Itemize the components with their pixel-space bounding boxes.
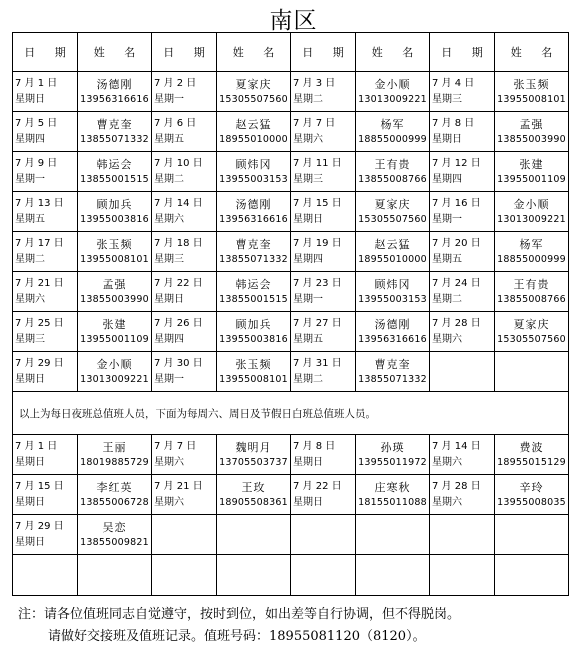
day-shift-section [13, 435, 569, 555]
date-cell [13, 312, 78, 352]
person-cell [356, 272, 430, 312]
duty-weekday: 星期日 [293, 213, 323, 225]
duty-person-name: 汤德刚 [374, 317, 411, 331]
person-cell [217, 272, 291, 312]
table-row [13, 435, 569, 475]
duty-person-name: 顾加兵 [235, 317, 272, 331]
duty-person-phone: 13955011972 [358, 456, 427, 468]
duty-person-phone: 18155011088 [358, 496, 427, 508]
duty-roster-table [12, 32, 569, 596]
duty-date: 7 月 4 日 [432, 77, 475, 89]
duty-person-name: 王有贵 [513, 277, 550, 291]
table-row [13, 272, 569, 312]
person-cell [217, 112, 291, 152]
person-cell [78, 352, 152, 392]
person-cell [78, 152, 152, 192]
date-cell [430, 112, 495, 152]
person-cell [217, 352, 291, 392]
table-row [13, 232, 569, 272]
duty-date: 7 月 7 日 [293, 117, 336, 129]
person-cell [495, 72, 569, 112]
person-cell [78, 515, 152, 555]
person-cell [495, 272, 569, 312]
date-cell [152, 312, 217, 352]
date-cell [291, 232, 356, 272]
duty-date: 7 月 8 日 [432, 117, 475, 129]
date-cell [152, 272, 217, 312]
duty-date: 7 月 7 日 [154, 440, 197, 452]
duty-weekday: 星期五 [15, 213, 45, 225]
duty-person-name: 魏明月 [235, 440, 272, 454]
duty-person-name: 李红英 [96, 480, 133, 494]
date-cell [13, 152, 78, 192]
person-cell [78, 192, 152, 232]
date-cell [291, 352, 356, 392]
page-title: 南区 [269, 8, 318, 34]
duty-person-name: 韩运会 [96, 157, 133, 171]
person-cell [356, 515, 430, 555]
person-cell [356, 152, 430, 192]
duty-person-name: 顾炜冈 [374, 277, 411, 291]
date-cell [430, 515, 495, 555]
table-row [13, 515, 569, 555]
duty-person-phone: 13956316616 [80, 93, 149, 105]
person-cell [78, 72, 152, 112]
duty-date: 7 月 11 日 [293, 157, 342, 169]
person-cell [495, 435, 569, 475]
person-cell [495, 515, 569, 555]
duty-person-phone: 13855003990 [497, 133, 566, 145]
duty-weekday: 星期六 [154, 213, 184, 225]
duty-person-phone: 13956316616 [358, 333, 427, 345]
duty-weekday: 星期五 [432, 253, 462, 265]
duty-person-name: 张玉频 [513, 77, 550, 91]
duty-person-name: 王玫 [241, 480, 266, 494]
date-cell [291, 112, 356, 152]
duty-person-phone: 13855071332 [219, 253, 288, 265]
duty-person-phone: 13855003990 [80, 293, 149, 305]
duty-weekday: 星期五 [154, 133, 184, 145]
duty-date: 7 月 28 日 [432, 480, 481, 492]
date-cell [430, 352, 495, 392]
duty-weekday: 星期二 [432, 293, 462, 305]
footer-line-1: 注：请各位值班同志自觉遵守，按时到位，如出差等自行协调，但不得脱岗。 [18, 607, 461, 622]
person-cell [217, 72, 291, 112]
date-cell [430, 72, 495, 112]
date-cell [291, 515, 356, 555]
duty-person-name: 张玉频 [96, 237, 133, 251]
date-cell [291, 72, 356, 112]
person-cell [356, 352, 430, 392]
duty-person-phone: 13855071332 [80, 133, 149, 145]
person-cell [217, 435, 291, 475]
duty-person-name: 顾炜冈 [235, 157, 272, 171]
duty-person-phone: 13855008766 [497, 293, 566, 305]
person-cell [217, 312, 291, 352]
person-cell [78, 312, 152, 352]
duty-date: 7 月 5 日 [15, 117, 58, 129]
date-cell [430, 312, 495, 352]
person-cell [217, 152, 291, 192]
duty-date: 7 月 26 日 [154, 317, 203, 329]
duty-date: 7 月 13 日 [15, 197, 64, 209]
person-cell [217, 232, 291, 272]
duty-person-phone: 13955008101 [219, 373, 288, 385]
duty-person-phone: 18019885729 [80, 456, 149, 468]
duty-weekday: 星期六 [154, 456, 184, 468]
person-cell [495, 152, 569, 192]
duty-person-phone: 13955003153 [358, 293, 427, 305]
duty-person-name: 张建 [102, 317, 127, 331]
duty-person-phone: 18955010000 [219, 133, 288, 145]
duty-person-phone: 13955008035 [497, 496, 566, 508]
date-cell [13, 352, 78, 392]
duty-weekday: 星期三 [432, 93, 462, 105]
person-cell [495, 352, 569, 392]
duty-person-phone: 13855008766 [358, 173, 427, 185]
duty-date: 7 月 23 日 [293, 277, 342, 289]
person-cell [495, 232, 569, 272]
table-row [13, 152, 569, 192]
duty-person-name: 夏家庆 [374, 197, 411, 211]
section-note: 以上为每日夜班总值班人员，下面为每周六、周日及节假日白班总值班人员。 [13, 392, 569, 435]
empty-cell [152, 555, 217, 596]
duty-person-name: 张玉频 [235, 357, 272, 371]
duty-weekday: 星期四 [293, 253, 323, 265]
date-cell [291, 475, 356, 515]
duty-date: 7 月 15 日 [15, 480, 64, 492]
duty-date: 7 月 31 日 [293, 357, 342, 369]
person-cell [78, 272, 152, 312]
duty-person-name: 王丽 [102, 440, 127, 454]
duty-date: 7 月 28 日 [432, 317, 481, 329]
duty-person-name: 吴恋 [102, 520, 127, 534]
duty-person-phone: 13955003816 [219, 333, 288, 345]
person-cell [217, 475, 291, 515]
person-cell [495, 192, 569, 232]
duty-weekday: 星期日 [15, 93, 45, 105]
person-cell [78, 232, 152, 272]
date-cell [430, 152, 495, 192]
duty-person-name: 赵云猛 [235, 117, 272, 131]
header-row [13, 33, 569, 72]
duty-person-name: 曹克奎 [96, 117, 133, 131]
duty-person-name: 汤德刚 [96, 77, 133, 91]
empty-row [13, 555, 569, 596]
header-name: 姓 名 [356, 33, 430, 72]
date-cell [291, 192, 356, 232]
header-date: 日 期 [152, 33, 217, 72]
duty-date: 7 月 10 日 [154, 157, 203, 169]
empty-cell [217, 555, 291, 596]
duty-person-phone: 13955001109 [80, 333, 149, 345]
duty-weekday: 星期四 [432, 173, 462, 185]
duty-person-phone: 13855009821 [80, 536, 149, 548]
duty-person-name: 孟强 [519, 117, 544, 131]
duty-person-name: 费波 [519, 440, 544, 454]
header-name: 姓 名 [495, 33, 569, 72]
duty-date: 7 月 6 日 [154, 117, 197, 129]
person-cell [495, 312, 569, 352]
duty-weekday: 星期日 [293, 496, 323, 508]
table-row [13, 352, 569, 392]
duty-date: 7 月 29 日 [15, 357, 64, 369]
duty-person-phone: 13955008101 [80, 253, 149, 265]
duty-person-name: 杨军 [519, 237, 544, 251]
empty-cell [356, 555, 430, 596]
duty-weekday: 星期三 [293, 173, 323, 185]
duty-weekday: 星期二 [293, 373, 323, 385]
blank-section [13, 555, 569, 596]
duty-weekday: 星期二 [15, 253, 45, 265]
duty-date: 7 月 3 日 [293, 77, 336, 89]
person-cell [356, 312, 430, 352]
date-cell [13, 475, 78, 515]
duty-date: 7 月 1 日 [15, 77, 58, 89]
duty-person-name: 汤德刚 [235, 197, 272, 211]
date-cell [13, 272, 78, 312]
duty-date: 7 月 12 日 [432, 157, 481, 169]
duty-date: 7 月 17 日 [15, 237, 64, 249]
duty-person-name: 金小顺 [96, 357, 133, 371]
table-row [13, 112, 569, 152]
date-cell [152, 152, 217, 192]
date-cell [291, 152, 356, 192]
date-cell [430, 232, 495, 272]
duty-weekday: 星期三 [15, 333, 45, 345]
duty-person-name: 曹克奎 [235, 237, 272, 251]
person-cell [495, 475, 569, 515]
duty-weekday: 星期一 [432, 213, 462, 225]
person-cell [217, 515, 291, 555]
duty-date: 7 月 1 日 [15, 440, 58, 452]
duty-person-phone: 18955015129 [497, 456, 566, 468]
duty-person-name: 夏家庆 [235, 77, 272, 91]
duty-date: 7 月 30 日 [154, 357, 203, 369]
empty-cell [430, 555, 495, 596]
duty-person-name: 顾加兵 [96, 197, 133, 211]
duty-weekday: 星期六 [432, 456, 462, 468]
duty-date: 7 月 22 日 [154, 277, 203, 289]
duty-date: 7 月 18 日 [154, 237, 203, 249]
empty-cell [291, 555, 356, 596]
table-row [13, 475, 569, 515]
duty-weekday: 星期二 [293, 93, 323, 105]
date-cell [152, 515, 217, 555]
date-cell [152, 232, 217, 272]
duty-weekday: 星期六 [293, 133, 323, 145]
date-cell [13, 515, 78, 555]
duty-weekday: 星期日 [154, 293, 184, 305]
person-cell [78, 112, 152, 152]
duty-person-name: 孙瑛 [380, 440, 405, 454]
date-cell [13, 192, 78, 232]
duty-person-phone: 18905508361 [219, 496, 288, 508]
duty-person-name: 赵云猛 [374, 237, 411, 251]
duty-person-phone: 13955001109 [497, 173, 566, 185]
duty-person-phone: 13013009221 [80, 373, 149, 385]
duty-date: 7 月 21 日 [15, 277, 64, 289]
duty-person-name: 王有贵 [374, 157, 411, 171]
person-cell [356, 232, 430, 272]
date-cell [152, 192, 217, 232]
duty-weekday: 星期日 [293, 456, 323, 468]
date-cell [291, 312, 356, 352]
duty-weekday: 星期一 [154, 93, 184, 105]
duty-date: 7 月 8 日 [293, 440, 336, 452]
duty-weekday: 星期五 [293, 333, 323, 345]
duty-person-name: 金小顺 [513, 197, 550, 211]
duty-person-phone: 13956316616 [219, 213, 288, 225]
date-cell [291, 435, 356, 475]
person-cell [356, 72, 430, 112]
duty-person-phone: 13855001515 [80, 173, 149, 185]
duty-person-phone: 15305507560 [497, 333, 566, 345]
date-cell [152, 475, 217, 515]
duty-person-phone: 13855071332 [358, 373, 427, 385]
duty-person-name: 孟强 [102, 277, 127, 291]
duty-person-phone: 13855001515 [219, 293, 288, 305]
duty-person-phone: 13955003153 [219, 173, 288, 185]
duty-weekday: 星期日 [15, 456, 45, 468]
night-shift-section [13, 72, 569, 392]
duty-person-name: 金小顺 [374, 77, 411, 91]
duty-person-phone: 15305507560 [219, 93, 288, 105]
duty-person-name: 张建 [519, 157, 544, 171]
duty-weekday: 星期二 [154, 173, 184, 185]
duty-person-name: 辛玲 [519, 480, 544, 494]
person-cell [78, 475, 152, 515]
duty-person-phone: 13955008101 [497, 93, 566, 105]
duty-date: 7 月 25 日 [15, 317, 64, 329]
duty-weekday: 星期日 [432, 133, 462, 145]
table-row [13, 312, 569, 352]
duty-date: 7 月 2 日 [154, 77, 197, 89]
header-date: 日 期 [291, 33, 356, 72]
duty-person-phone: 13955003816 [80, 213, 149, 225]
duty-weekday: 星期四 [154, 333, 184, 345]
date-cell [13, 112, 78, 152]
empty-cell [78, 555, 152, 596]
person-cell [356, 475, 430, 515]
empty-cell [13, 555, 78, 596]
duty-date: 7 月 27 日 [293, 317, 342, 329]
date-cell [152, 435, 217, 475]
duty-weekday: 星期一 [154, 373, 184, 385]
duty-person-name: 韩运会 [235, 277, 272, 291]
duty-date: 7 月 21 日 [154, 480, 203, 492]
date-cell [152, 72, 217, 112]
duty-date: 7 月 22 日 [293, 480, 342, 492]
date-cell [430, 435, 495, 475]
duty-person-phone: 13705503737 [219, 456, 288, 468]
header-name: 姓 名 [78, 33, 152, 72]
duty-date: 7 月 16 日 [432, 197, 481, 209]
person-cell [495, 112, 569, 152]
date-cell [291, 272, 356, 312]
duty-person-phone: 13855006728 [80, 496, 149, 508]
duty-weekday: 星期六 [432, 496, 462, 508]
duty-person-name: 曹克奎 [374, 357, 411, 371]
date-cell [430, 192, 495, 232]
person-cell [78, 435, 152, 475]
duty-date: 7 月 14 日 [432, 440, 481, 452]
footer-note [18, 604, 578, 648]
note-row [13, 392, 569, 435]
duty-weekday: 星期六 [15, 293, 45, 305]
person-cell [217, 192, 291, 232]
duty-weekday: 星期六 [432, 333, 462, 345]
duty-date: 7 月 9 日 [15, 157, 58, 169]
duty-person-name: 庄寒秋 [374, 480, 411, 494]
duty-weekday: 星期一 [293, 293, 323, 305]
duty-person-phone: 13013009221 [358, 93, 427, 105]
duty-weekday: 星期日 [15, 373, 45, 385]
footer-line-2: 请做好交接班及值班记录。值班号码：18955081120（8120）。 [48, 629, 426, 644]
duty-date: 7 月 14 日 [154, 197, 203, 209]
duty-weekday: 星期三 [154, 253, 184, 265]
header-date: 日 期 [430, 33, 495, 72]
table-row [13, 192, 569, 232]
empty-cell [495, 555, 569, 596]
duty-date: 7 月 29 日 [15, 520, 64, 532]
header-date: 日 期 [13, 33, 78, 72]
table-row [13, 72, 569, 112]
date-cell [430, 475, 495, 515]
duty-date: 7 月 15 日 [293, 197, 342, 209]
person-cell [356, 112, 430, 152]
person-cell [356, 435, 430, 475]
person-cell [356, 192, 430, 232]
duty-person-phone: 18855000999 [497, 253, 566, 265]
duty-weekday: 星期日 [15, 536, 45, 548]
date-cell [13, 435, 78, 475]
duty-weekday: 星期一 [15, 173, 45, 185]
header-name: 姓 名 [217, 33, 291, 72]
note-section [13, 392, 569, 435]
duty-person-phone: 13013009221 [497, 213, 566, 225]
date-cell [430, 272, 495, 312]
duty-date: 7 月 24 日 [432, 277, 481, 289]
duty-person-phone: 18855000999 [358, 133, 427, 145]
duty-weekday: 星期六 [154, 496, 184, 508]
duty-date: 7 月 20 日 [432, 237, 481, 249]
duty-person-name: 夏家庆 [513, 317, 550, 331]
date-cell [13, 232, 78, 272]
duty-weekday: 星期四 [15, 133, 45, 145]
date-cell [13, 72, 78, 112]
duty-weekday: 星期日 [15, 496, 45, 508]
date-cell [152, 112, 217, 152]
duty-person-name: 杨军 [380, 117, 405, 131]
duty-date: 7 月 19 日 [293, 237, 342, 249]
duty-person-phone: 15305507560 [358, 213, 427, 225]
duty-person-phone: 18955010000 [358, 253, 427, 265]
date-cell [152, 352, 217, 392]
